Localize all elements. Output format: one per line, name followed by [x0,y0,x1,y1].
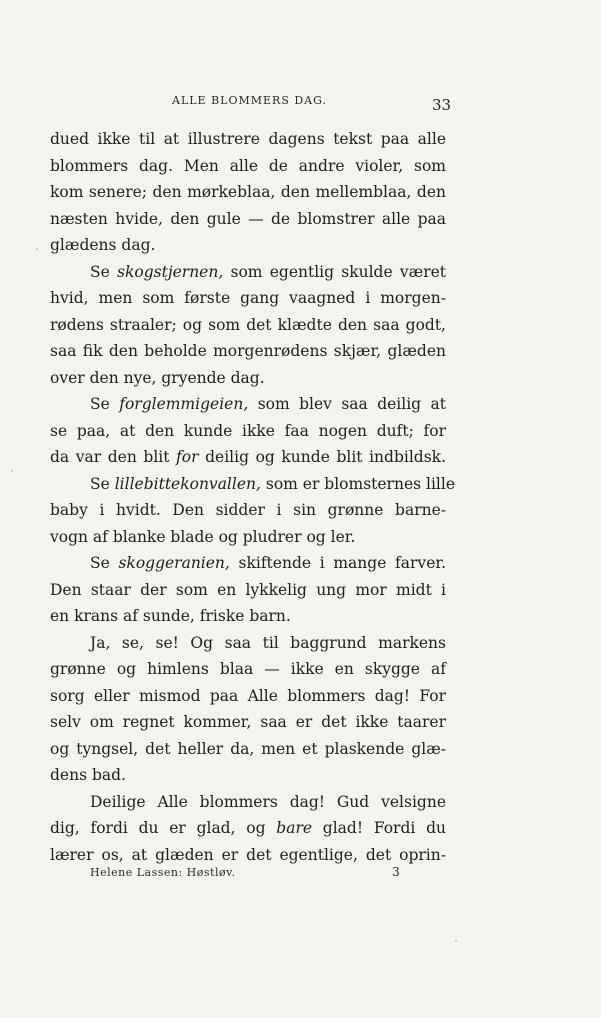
text-line: glædens dag. [50,236,156,254]
text-run: skiftende i mange farver. [229,554,446,572]
text-run: som er blomsternes lille [260,474,455,493]
text-line: Deilige Alle blommers dag! Gud velsigne [90,792,446,811]
paragraph-5 [50,550,446,630]
emphasis: for [176,448,199,466]
paper-speck [11,470,13,472]
text-run: som egentlig skulde været [223,262,447,281]
text-line: se paa, at den kunde ikke faa nogen duft; for [50,421,446,440]
body-text [50,126,455,868]
paper-speck [36,248,38,250]
text-line: lærer os, at glæden er det egentlige, det oprin- [50,845,446,864]
paragraph-1 [50,126,446,259]
text-line [50,444,446,471]
text-run: Se [90,474,115,493]
text-line: sorg eller mismod paa Alle blommers dag! For [50,686,446,705]
page-footer [0,866,601,886]
text-run: Se [90,554,119,572]
paper-speck [455,940,457,942]
paragraph-2 [50,259,446,392]
page-number: 33 [432,96,452,114]
text-line: over den nye, gryende dag. [50,368,265,387]
running-head: ALLE BLOMMERS DAG. [172,94,328,107]
text-line: baby i hvidt. Den sidder i sin grønne barne- [50,501,446,519]
flower-name: skoggeranien, [118,554,230,572]
text-line: Den staar der som en lykkelig ung mor midt i [50,580,446,599]
text-line: næsten hvide, den gule — de blomstrer alle paa [50,209,446,228]
flower-name: forglemmigeien, [119,395,249,413]
text-line: grønne og himlens blaa — ikke en skygge af [50,660,446,678]
text-line: selv om regnet kommer, saa er det ikke taarer [50,713,446,731]
paragraph-7 [50,789,446,869]
signature-mark: 3 [392,865,400,879]
flower-name: lillebittekonvallen, [114,474,261,493]
text-line: dens bad. [50,766,126,784]
flower-name: skogstjernen, [117,262,224,281]
text-line [50,259,446,286]
text-line [50,391,446,418]
text-line: dued ikke til at illustrere dagens tekst paa alle [50,130,446,148]
text-run: dig, fordi du er glad, og [50,819,277,837]
text-line [50,550,446,577]
text-line: blommers dag. Men alle de andre violer, som [50,156,446,175]
text-line [50,815,446,842]
text-run: som blev saa deilig at [248,395,447,413]
text-run: deilig og kunde blit indbildsk. [198,448,446,466]
text-line: Ja, se, se! Og saa til baggrund markens [90,633,446,652]
text-run: da var den blit [50,448,177,466]
text-run: Se [90,395,120,413]
text-run: Se [90,262,118,281]
paragraph-4 [50,471,455,551]
text-line: en krans af sunde, friske barn. [50,607,291,625]
emphasis: bare [276,819,313,837]
text-line: kom senere; den mørkeblaa, den mellemblaa, den [50,183,446,201]
text-line [50,471,455,498]
signature-line: Helene Lassen: Høstløv. [90,866,236,879]
text-line: rødens straaler; og som det klædte den saa godt, [50,315,446,334]
text-run: glad! Fordi du [312,819,446,837]
page-header [0,94,601,118]
text-line: vogn af blanke blade og pludrer og ler. [50,527,356,546]
text-line: og tyngsel, det heller da, men et plaskende glæ- [50,739,446,758]
text-line: saa fik den beholde morgenrødens skjær, glæden [50,342,446,360]
paragraph-6 [50,630,446,789]
text-line: hvid, men som første gang vaagned i morgen- [50,289,446,307]
paragraph-3 [50,391,446,471]
